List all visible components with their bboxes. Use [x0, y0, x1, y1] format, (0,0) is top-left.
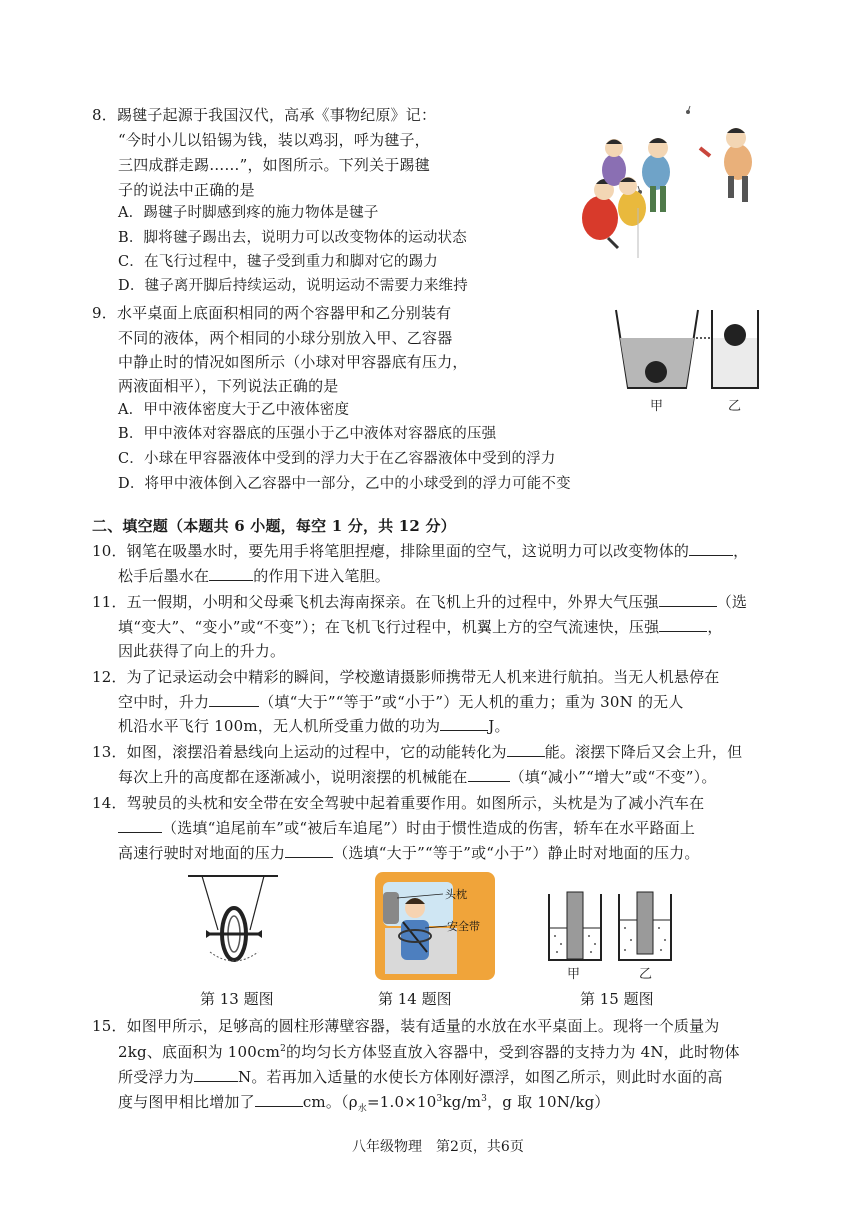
- q14-line1: 14．驾驶员的头枕和安全带在安全驾驶中起着重要作用。如图所示，头枕是为了减小汽车在: [92, 794, 705, 812]
- q14-line2: [118, 818, 695, 838]
- answer-blank[interactable]: [209, 692, 259, 707]
- q15-text-d: N。若再加入适量的水使长方体刚好漂浮，如图乙所示，则此时水面的高: [238, 1068, 723, 1086]
- q9-option-a: A．甲中液体密度大于乙中液体密度: [118, 402, 350, 418]
- headrest-label: 头枕: [445, 888, 467, 901]
- q15-line1: 15．如图甲所示，足够高的圆柱形薄壁容器，装有适量的水放在水平桌面上。现将一个质量为: [92, 1017, 720, 1035]
- q10-line1: [92, 541, 748, 561]
- q11-text-b: （选: [716, 593, 748, 611]
- q9-stem-line4: 两液面相平），下列说法正确的是: [118, 377, 339, 395]
- q14-text-c: 高速行驶时对地面的压力: [118, 844, 286, 862]
- q14-text-b: （选填“追尾前车”或“被后车追尾”）时由于惯性造成的伤害，轿车在水平路面上: [162, 819, 696, 837]
- q12-text-a: 空中时，升力: [118, 693, 210, 711]
- fig15-label-yi: 乙: [639, 967, 653, 982]
- q8-option-c: C．在飞行过程中，毽子受到重力和脚对它的踢力: [118, 254, 438, 270]
- q15-text-i: ，g 取 10N/kg）: [487, 1093, 610, 1111]
- q15-sup-b: 3: [436, 1094, 443, 1104]
- q15-line3: [118, 1067, 723, 1087]
- q8-stem-line2: “今时小儿以铅锡为钱，装以鸡羽，呼为毽子，: [118, 131, 430, 149]
- answer-blank[interactable]: [689, 541, 733, 556]
- q9-option-b: B．甲中液体对容器底的压强小于乙中液体对容器底的压强: [118, 426, 497, 442]
- section-title: 二、填空题（本题共 6 小题，每空 1 分，共 12 分）: [92, 517, 456, 535]
- two-containers-figure: [604, 308, 774, 418]
- q11-text-c: 填“变大”、“变小”或“不变”）；在飞机飞行过程中，机翼上方的空气流速快，压强: [118, 618, 660, 636]
- q15-text-h: kg/m: [442, 1093, 482, 1111]
- container-block-figure: [545, 888, 675, 983]
- driver-headrest-figure: [375, 872, 495, 980]
- seatbelt-label: 安全带: [447, 920, 480, 933]
- q9-option-c: C．小球在甲容器液体中受到的浮力大于在乙容器液体中受到的浮力: [118, 451, 556, 467]
- answer-blank[interactable]: [507, 742, 545, 757]
- q13-text-d: （填“减小”“增大”或“不变”）。: [509, 768, 717, 786]
- q15-sup-a: 2: [280, 1044, 286, 1054]
- q13-text-c: 每次上升的高度都在逐渐减小，说明滚摆的机械能在: [118, 768, 468, 786]
- q12-text-b: （填“大于”“等于”或“小于”）无人机的重力；重为 30N 的无人: [259, 693, 684, 711]
- q15-text-e: 度与图甲相比增加了: [118, 1093, 255, 1111]
- q9-option-d: D．将甲中液体倒入乙容器中一部分，乙中的小球受到的浮力可能不变: [118, 476, 571, 492]
- q9-stem-line1: 9．水平桌面上底面积相同的两个容器甲和乙分别装有: [92, 304, 452, 322]
- q11-text-a: 11．五一假期，小明和父母乘飞机去海南探亲。在飞机上升的过程中，外界大气压强: [92, 593, 659, 611]
- q8-stem-line3: 三四成群走踢……”，如图所示。下列关于踢毽: [118, 156, 430, 174]
- q15-text-a: 2kg、底面积为 100cm: [118, 1043, 281, 1061]
- q15-text-g: =1.0×10: [366, 1093, 437, 1111]
- q15-line4: [118, 1092, 610, 1112]
- q10-text-a: 10．钢笔在吸墨水时，要先用手将笔胆捏瘪，排除里面的空气，这说明力可以改变物体的: [92, 542, 690, 560]
- q8-option-a: A．踢毽子时脚感到疼的施力物体是毽子: [118, 205, 379, 221]
- q15-text-f: cm。（ρ: [302, 1093, 358, 1111]
- q12-line1: 12．为了记录运动会中精彩的瞬间，学校邀请摄影师携带无人机来进行航拍。当无人机悬停在: [92, 668, 720, 686]
- q15-line2: [118, 1042, 740, 1062]
- q12-text-d: J。: [488, 717, 510, 735]
- answer-blank[interactable]: [209, 566, 253, 581]
- q11-line2: [118, 617, 723, 637]
- answer-blank[interactable]: [659, 592, 717, 607]
- answer-blank[interactable]: [285, 843, 333, 858]
- q9-stem-line3: 中静止时的情况如图所示（小球对甲容器底有压力，: [118, 353, 468, 371]
- fig13-caption: 第 13 题图: [200, 990, 274, 1008]
- q13-line1: [92, 742, 742, 762]
- q10-text-b: ，: [733, 542, 749, 560]
- q15-sup-c: 3: [481, 1094, 488, 1104]
- q10-text-d: 的作用下进入笔胆。: [253, 567, 391, 585]
- q13-text-b: 能。滚摆下降后又会上升，但: [544, 743, 743, 761]
- q8-option-b: B．脚将毽子踢出去，说明力可以改变物体的运动状态: [118, 230, 467, 246]
- fig9-label-jia: 甲: [650, 399, 664, 414]
- q15-text-c: 所受浮力为: [118, 1068, 195, 1086]
- fig14-caption: 第 14 题图: [378, 990, 452, 1008]
- q11-text-d: ，: [707, 618, 723, 636]
- q15-text-b: 的均匀长方体竖直放入容器中，受到容器的支持力为 4N，此时物体: [286, 1043, 740, 1061]
- fig15-label-jia: 甲: [567, 967, 581, 982]
- q12-line2: [118, 692, 684, 712]
- q14-text-d: （选填“大于”“等于”或“小于”）静止时对地面的压力。: [333, 844, 700, 862]
- q13-text-a: 13．如图，滚摆沿着悬线向上运动的过程中，它的动能转化为: [92, 743, 507, 761]
- q11-line1: [92, 592, 747, 612]
- answer-blank[interactable]: [659, 617, 707, 632]
- q13-line2: [118, 767, 717, 787]
- q14-line3: [118, 843, 700, 863]
- maxwell-pendulum-figure: [188, 872, 278, 982]
- q10-text-c: 松手后墨水在: [118, 567, 210, 585]
- q9-stem-line2: 不同的液体，两个相同的小球分别放入甲、乙容器: [118, 329, 453, 347]
- q11-line3: 因此获得了向上的升力。: [118, 642, 286, 660]
- answer-blank[interactable]: [440, 716, 488, 731]
- answer-blank[interactable]: [194, 1067, 238, 1082]
- answer-blank[interactable]: [468, 767, 510, 782]
- answer-blank[interactable]: [255, 1092, 303, 1107]
- answer-blank[interactable]: [118, 818, 162, 833]
- q10-line2: [118, 566, 390, 586]
- q8-stem-line1: 8．踢毽子起源于我国汉代，高承《事物纪原》记：: [92, 106, 437, 124]
- fig9-label-yi: 乙: [728, 399, 742, 414]
- q12-text-c: 机沿水平飞行 100m，无人机所受重力做的功为: [118, 717, 441, 735]
- shuttlecock-kicking-illustration: [578, 98, 778, 258]
- fig15-caption: 第 15 题图: [580, 990, 654, 1008]
- q15-sub: 水: [357, 1104, 367, 1114]
- page-footer: 八年级物理 第2页，共6页: [352, 1139, 524, 1155]
- q8-stem-line4: 子的说法中正确的是: [118, 181, 255, 199]
- q12-line3: [118, 716, 510, 736]
- q8-option-d: D．毽子离开脚后持续运动，说明运动不需要力来维持: [118, 278, 468, 294]
